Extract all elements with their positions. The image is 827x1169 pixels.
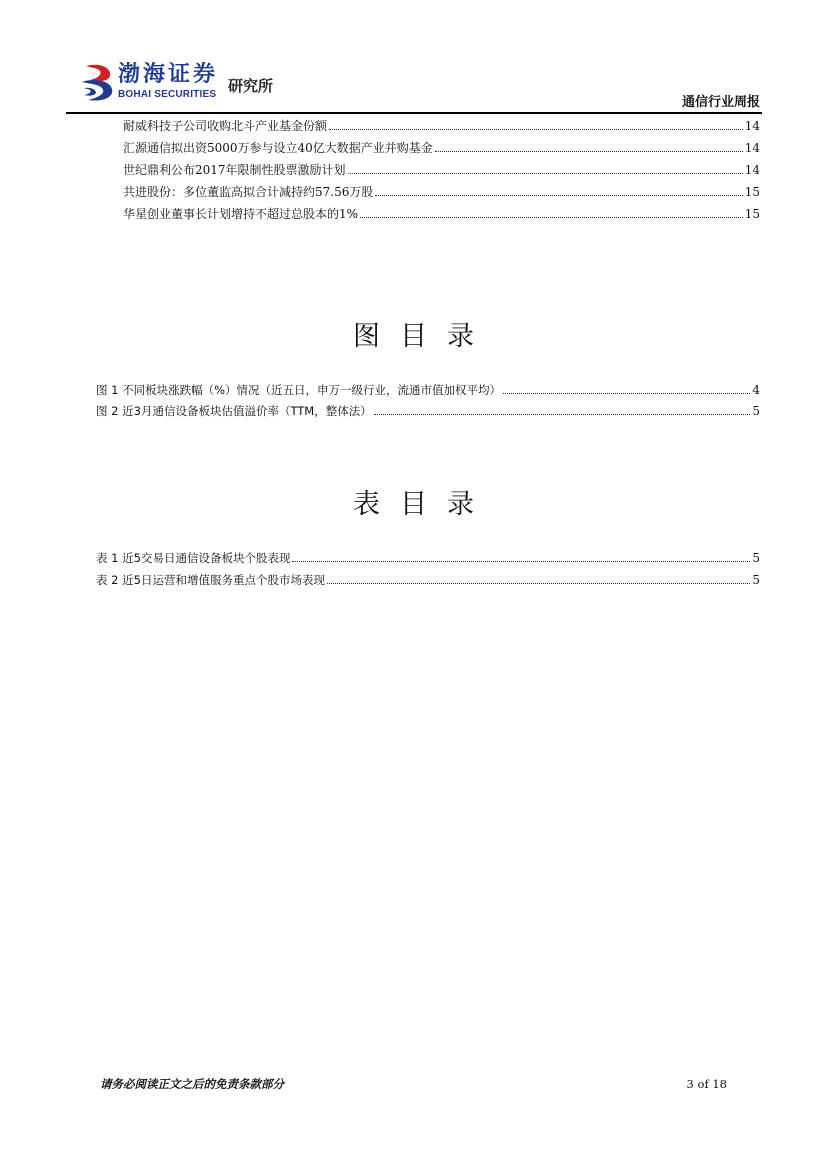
logo-english-name: BOHAI SECURITIES bbox=[118, 89, 217, 100]
dot-leader bbox=[292, 561, 750, 562]
department-label: 研究所 bbox=[228, 77, 274, 95]
figure-entry-page: 5 bbox=[752, 404, 760, 418]
figure-entry-page: 4 bbox=[752, 383, 760, 397]
footer-disclaimer: 请务必阅读正文之后的免责条款部分 bbox=[100, 1077, 284, 1091]
dot-leader bbox=[348, 173, 743, 174]
table-list-entry[interactable] bbox=[96, 548, 760, 566]
table-list-entry[interactable] bbox=[96, 570, 760, 588]
report-type-label: 通信行业周报 bbox=[681, 95, 760, 110]
toc-entry[interactable] bbox=[123, 138, 760, 156]
figure-list-entry[interactable] bbox=[96, 380, 760, 398]
toc-entry-title: 华星创业董事长计划增持不超过总股本的1% bbox=[123, 207, 359, 221]
toc-entry-title: 汇源通信拟出资5000万参与设立40亿大数据产业并购基金 bbox=[123, 141, 433, 155]
table-list-title: 表目录 bbox=[353, 489, 494, 520]
dot-leader bbox=[374, 414, 751, 415]
dot-leader bbox=[375, 195, 742, 196]
page-number: 3 of 18 bbox=[686, 1077, 727, 1091]
figure-entry-title: 图 2 近3月通信设备板块估值溢价率（TTM，整体法） bbox=[96, 404, 372, 418]
toc-entry-title: 共进股份：多位董监高拟合计减持约57.56万股 bbox=[123, 185, 374, 199]
table-entry-title: 表 2 近5日运营和增值服务重点个股市场表现 bbox=[96, 573, 325, 587]
toc-entry-page: 14 bbox=[744, 119, 760, 133]
table-entry-page: 5 bbox=[752, 551, 760, 565]
toc-entry[interactable] bbox=[123, 116, 760, 134]
page-header bbox=[0, 0, 827, 116]
dot-leader bbox=[360, 217, 743, 218]
toc-entry[interactable] bbox=[123, 204, 760, 222]
toc-entry[interactable] bbox=[123, 182, 760, 200]
toc-entry-title: 世纪鼎利公布2017年限制性股票激励计划 bbox=[123, 163, 346, 177]
header-divider bbox=[66, 112, 762, 114]
dot-leader bbox=[329, 129, 743, 130]
bohai-logo-icon bbox=[80, 62, 114, 102]
toc-entry[interactable] bbox=[123, 160, 760, 178]
logo-chinese-name: 渤海证券 bbox=[118, 62, 219, 87]
dot-leader bbox=[435, 151, 743, 152]
toc-entry-page: 14 bbox=[744, 163, 760, 177]
dot-leader bbox=[503, 393, 750, 394]
toc-entry-title: 耐威科技子公司收购北斗产业基金份额 bbox=[123, 119, 328, 133]
figure-list-title: 图目录 bbox=[353, 321, 494, 352]
figure-entry-title: 图 1 不同板块涨跌幅（%）情况（近五日，申万一级行业，流通市值加权平均） bbox=[96, 383, 502, 397]
table-entry-page: 5 bbox=[752, 573, 760, 587]
toc-entry-page: 14 bbox=[744, 141, 760, 155]
dot-leader bbox=[327, 583, 750, 584]
table-entry-title: 表 1 近5交易日通信设备板块个股表现 bbox=[96, 551, 291, 565]
toc-entry-page: 15 bbox=[744, 207, 760, 221]
toc-entry-page: 15 bbox=[744, 185, 760, 199]
figure-list-entry[interactable] bbox=[96, 401, 760, 419]
